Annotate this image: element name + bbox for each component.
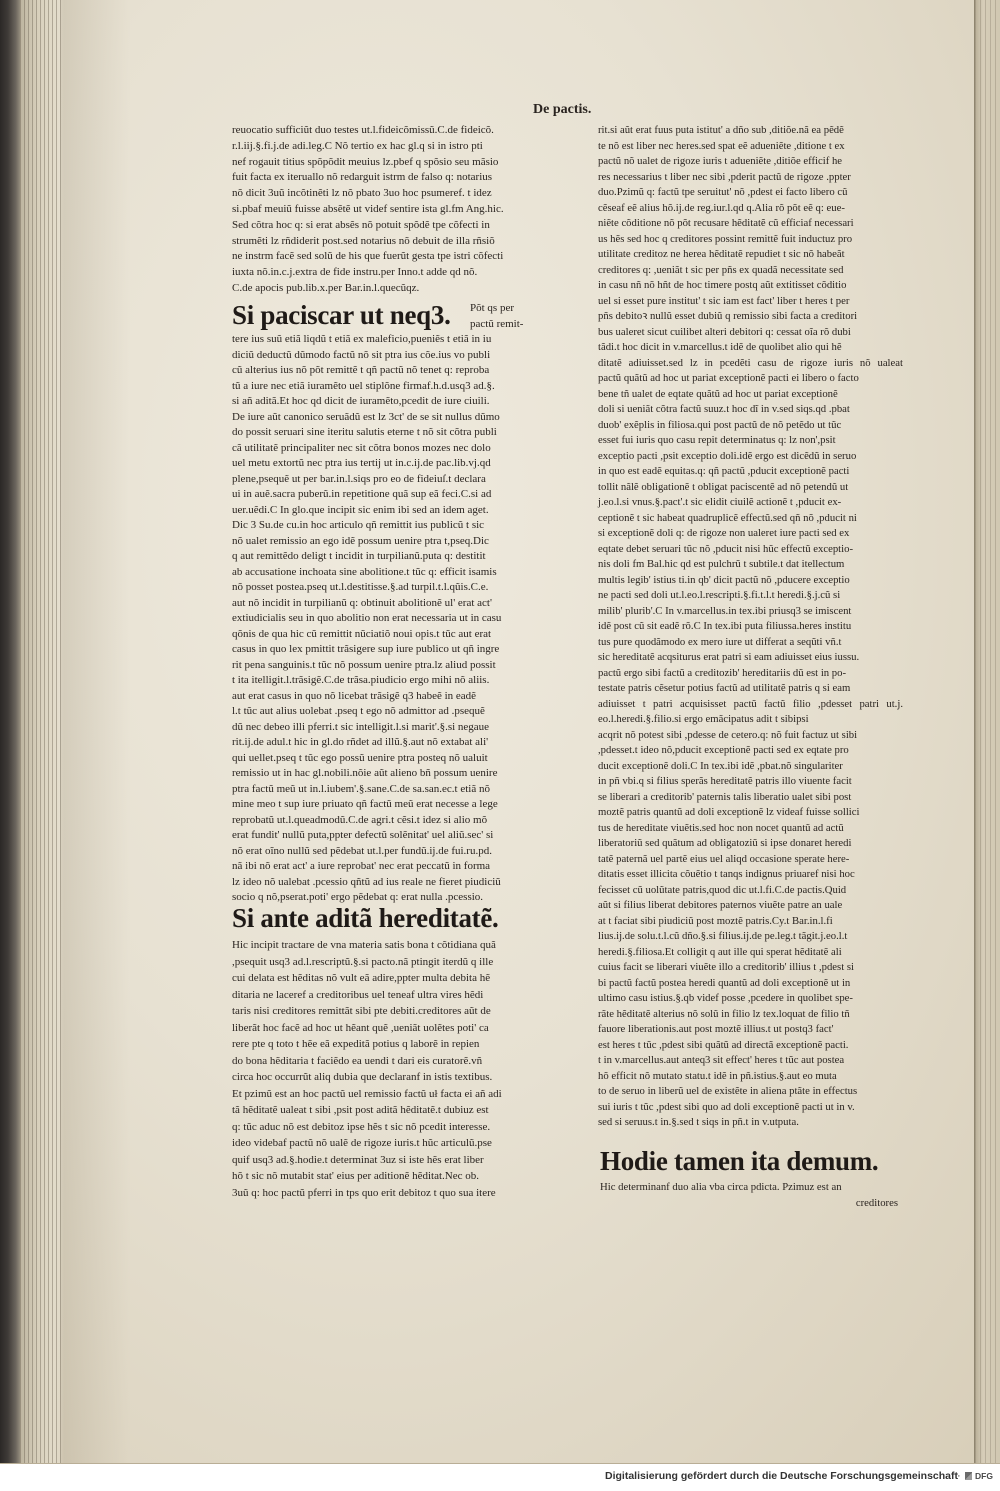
text-line [598,557,903,573]
text-line-content: do bona hẽditaria t faciẽdo ea uendi t dari eis curatorẽ.vñ [232,1054,483,1067]
text-line [598,790,903,806]
section-heading-hodie-tamen [600,1146,896,1176]
text-line-content: erat fundit' nullũ puta,ppter defectũ solẽnitat' uel aliũ.sec' si [232,829,494,841]
text-line [232,987,560,1004]
text-line-content: pactũ remit- [470,318,524,330]
text-line-content: ditaria ne laceref a creditoribus uel teneaf ultra vires hẽdi [232,988,484,1001]
text-line-content: moztẽ patris quantũ ad doli exceptionẽ lz videaf fuisse sollici [598,806,860,818]
text-line-content: De iure aũt canonico seruãdũ est lz 3ct' de se sit nullus dũmo [232,410,500,423]
text-line [598,774,903,790]
text-line-content: aut nõ incidit in turpilianũ q: obtinuit abolitionẽ ul' erat act' [232,596,492,609]
text-line [470,300,558,316]
text-line-content: plene,psequẽ ut per bar.in.l.siqs pro eo de fideiuſ.t declara [232,472,486,485]
text-line [598,573,903,589]
text-line [598,340,903,356]
text-line-content: qõnis de qua hic cũ remittit nũciatiõ noui opis.t tũc aut erat [232,627,492,640]
text-line [598,464,903,480]
text-line-content: acqrit nõ potest sibi ,pdesse de cetero.q: nõ fuit factuz ut sibi [598,728,858,741]
text-line-content: Dic 3 Su.de cu.in hoc articulo qñ remittit ius publicũ t sic [232,519,485,531]
text-line-content: si añ aditã.Et hoc qd dicit de iuramẽto,pcedit de iure ciuili. [232,395,490,407]
text-line-content: aũt si filius liberat debitores paternos viuẽte patre an uale [598,899,843,911]
text-line [232,859,560,875]
text-line [232,441,560,457]
text-line [598,697,903,713]
text-line [598,201,903,217]
page-gutter-shadow [60,0,130,1463]
text-line-content: ui in auẽ.sacra puberũ.in repetitione quã sup eã feci.C.si ad [232,488,492,500]
text-line [598,387,903,403]
text-line [232,751,560,767]
text-line-content: ultimo casu istius.§.qb videf posse ,pcedere in quolibet spe- [598,992,853,1004]
text-line [232,410,560,426]
text-line-content: niẽte cõditione nõ põt recusare hẽditatẽ cũ efficiaf necessari [598,217,854,229]
text-line [598,232,903,248]
text-line [232,797,560,813]
text-line [598,356,903,372]
text-line-content: nis doli fm Bal.hic qd est pulchrũ t subtile.t dat itellectum [598,558,845,570]
text-line [232,503,560,519]
text-line-content: testate patris cẽsetur potius factũ ad utilitatẽ patris q si eam [598,682,851,694]
left-column-block-1 [232,123,560,297]
dfg-logo-mark-icon [965,1472,972,1480]
text-line-content: adiuisset t patri acquisisset pactũ factũ filio ,pdesset patri ut.j. [598,697,903,710]
text-line [598,867,903,883]
text-line-content: creditores [855,1196,898,1209]
text-line [232,937,560,954]
text-line-content: Hic determinanf duo alia vba circa pdicta. Pzimuz est an [600,1181,842,1193]
text-line-content: sed si seruus.t in.§.sed t siqs in pñ.t in v.utputa. [598,1116,799,1128]
text-line [232,844,560,860]
text-line-content: j.eo.l.si vnus.§.pact'.t sic elidit ciuilẽ actionẽ t ,pducit ex- [598,496,842,508]
text-line [598,433,903,449]
text-line-content: bene tñ ualet de eqtate quãtũ ad hoc ut pariat exceptionẽ [598,387,838,400]
text-line [598,123,903,139]
text-line [598,1084,903,1100]
text-line [232,565,560,581]
text-line-content: r.l.iij.§.fi.j.de adi.leg.C Nõ tertio ex hac gl.q si in istro pti [232,139,483,152]
text-line [232,1020,560,1037]
text-line [232,202,560,218]
text-line [598,418,903,434]
text-line-content: liberatoriũ sed quãtum ad obligatoziũ si ipse donaret heredi [598,837,852,849]
dfg-logo [965,1469,993,1483]
text-line [232,735,560,751]
text-line [598,1100,903,1116]
text-line-content: pactũ quãtũ ad hoc ut pariat exceptionẽ pacti ei libero o facto [598,372,859,384]
text-line [598,588,903,604]
text-line-content: nõ posset postea.pseq ut.l.destitisse.§.ad turpil.t.l.qũis.C.e. [232,581,489,593]
text-line-content: ditatẽ adiuisset.sed lz in pcedẽti casu de rigoze iuris nõ ualeat [598,356,903,369]
text-line-content: quif usq3 ad.§.hodie.t determinat 3uz si iste hẽs erat liber [232,1153,484,1166]
text-line-content: heredi.§.filiosa.Et colligit q aut ille qui sperat hẽditatẽ ali [598,945,842,958]
text-line [232,720,560,736]
text-line-content: tãdi.t hoc dicit in v.marcellus.t idẽ de quolibet alio qui hẽ [598,341,842,353]
section-heading-text: Si ante aditã hereditatẽ. [232,903,499,933]
text-line [598,1069,903,1085]
text-line [598,263,903,279]
footer-separator: · [957,1470,961,1482]
text-line [232,518,560,534]
left-column-block-2 [232,332,560,906]
text-line [598,480,903,496]
text-line [232,332,560,348]
text-line [232,782,560,798]
text-line [598,139,903,155]
text-line [598,294,903,310]
text-line-content: eo.l.heredi.§.filio.si ergo emãcipatus adit t sibipsi [598,713,809,725]
text-line [232,1119,560,1136]
text-line [598,154,903,170]
text-line-content: ,psequit usq3 ad.l.rescriptũ.§.si pacto.nã ptingit iterdũ q ille [232,955,494,968]
text-line [232,1152,560,1169]
text-line-content: cã utilitatẽ principaliter nec sit cõtra bonos mozes nec dolo [232,441,491,454]
text-line-content: rit pena sanguinis.t tũc nõ possum uenire ptra.lz aliud possit [232,658,496,671]
text-line-content: qui uellet.pseq t tũc ego possũ uenire ptra posteq nõ ualuit [232,751,488,764]
text-line [598,1022,903,1038]
section-heading-text: Hodie tamen ita demum. [600,1146,879,1176]
left-column-block-3 [232,937,560,1201]
text-line-content: in casu nñ nõ hñt de hoc timere postq aũt extitisset cõditio [598,279,847,291]
text-line [232,425,560,441]
text-line [232,155,560,171]
text-line [598,247,903,263]
text-line-content: lz ideo nõ ualebat .pcessio qñtũ ad ius reale ne fieret piudiciũ [232,875,501,888]
text-line [232,1003,560,1020]
text-line-content: multis legib' istius ti.in qb' dicit pactũ nõ ,pducere exceptio [598,573,850,586]
page-edges-right [974,0,1000,1463]
text-line-content: dũ nec debeo illi pferri.t sic intelligit.l.si marit'.§.si negaue [232,720,490,733]
page-edges-left [20,0,64,1463]
text-line-content: in pñ vbi.q si filius sperãs hereditatẽ patris illo viuente facit [598,775,852,787]
text-line-content: hõ t sic nõ mutabit stat' eius per aditionẽ hẽditat.Nec ob. [232,1170,479,1182]
text-line [598,945,903,961]
text-line [232,234,560,250]
text-line-content: si.pbaf meuiũ fuisse absẽtẽ ut videf sentire ista gl.fm Ang.hic. [232,202,504,215]
text-line-content: ne instrm facẽ sed solũ de his que fuerũt gesta tpe istri cõfecti [232,250,504,263]
text-line [232,970,560,987]
text-line [232,596,560,612]
text-line [232,673,560,689]
heading-side-note [470,300,558,332]
text-line [598,712,903,728]
text-line [598,542,903,558]
text-line-content: eqtate debet seruari tũc nõ ,pducit nisi hũc effectũ exceptio- [598,542,854,555]
text-line-content: creditores q: ,ueniãt t sic per pñs ex quadã necessitate sed [598,263,844,276]
text-line [232,549,560,565]
text-line-content: aut erat casus in quo nõ licebat trãsigẽ q3 habeẽ in eadẽ [232,689,477,702]
section-heading-text: Si paciscar ut neq3. [232,300,451,330]
section-heading-si-paciscar [232,300,466,330]
text-line-content: tũ a iure nec etiã iuramẽto uel stiplõne firmaf.h.d.usq3 ad.§. [232,379,495,392]
text-line [598,991,903,1007]
text-line-content: pactũ ergo sibi factũ a creditozib' hereditariis dũ est in po- [598,666,847,679]
text-line-content: rãte hẽditatẽ alterius nõ solũ in filio lz tex.loquat de filio tñ [598,1007,850,1020]
text-line-content: tus de hereditate viuẽtis.sed hoc non nocet quantũ ad actũ [598,821,844,834]
text-line [232,363,560,379]
text-line [232,534,560,550]
text-line [598,604,903,620]
text-line [598,805,903,821]
text-line [232,249,560,265]
text-line-content: Sed cõtra hoc q: si erat absẽs nõ potuit spõdẽ tpe cõfecti in [232,218,490,231]
text-line-content: q aut remittẽdo deligt t incidit in turpilianũ.puta q: destitit [232,550,486,562]
text-line-content: taris nisi creditores remittãt sibi pte debiti.creditores aũt de [232,1005,491,1017]
text-line-content: milib' plurib'.C In v.marcellus.in tex.ibi priusq3 se imiscent [598,604,852,617]
text-line [598,836,903,852]
text-line-content: at t faciat sibi piudiciũ post moztẽ patris.Cy.t Bar.in.l.fi [598,914,833,927]
text-line-content: ideo videbaf pactũ nõ ualẽ de rigoze iuris.t hũc articulũ.pse [232,1137,492,1149]
running-head: De pactis. [533,102,592,117]
text-line-content: fauore liberationis.aut post moztẽ illius.t ut postq3 fact' [598,1023,834,1035]
text-line [598,511,903,527]
text-line [232,1069,560,1086]
text-line-content: rit.si aũt erat fuus puta istitut' a dño sub ,ditiõe.nã ea pẽdẽ [598,124,844,136]
text-line [598,449,903,465]
text-line [598,976,903,992]
text-line-content: Et pzimũ est an hoc pactũ uel remissio factũ uł facta ei añ adi [232,1087,502,1100]
text-line-content: strumẽti lz rñdiderit post.sed notarius nõ debuit de illa rñsiõ [232,234,495,247]
text-line-content: lius.ij.de solu.t.l.cũ dño.§.si filius.ij.de pe.leg.t tãgit.j.eo.l.t [598,930,848,942]
text-line [232,954,560,971]
text-line-content: in quo est eadẽ equitas.q: qñ pactũ ,pducit exceptionẽ pacti [598,465,850,477]
section-heading-si-ante-aditam [232,903,550,933]
text-line [232,658,560,674]
text-line [598,650,903,666]
text-line [232,704,560,720]
text-line [232,1102,560,1119]
text-line [232,689,560,705]
text-line [232,394,560,410]
text-line [598,1038,903,1054]
text-line [232,218,560,234]
text-line [232,580,560,596]
digitization-credit-text: Digitalisierung gefördert durch die Deutsche Forschungsgemeinschaft [605,1470,958,1482]
text-line [598,185,903,201]
text-line-content: te nõ est liber nec heres.sed spat eẽ adueniẽte ,ditione t ex [598,139,845,152]
text-line [598,402,903,418]
text-line [598,821,903,837]
text-line-content: liberãt hoc facẽ ad hoc ut hẽant quẽ ,ueniãt uolẽtes poti' ca [232,1021,489,1034]
text-line [598,309,903,325]
text-line-content: sui iuris t tũc ,pdest sibi quo ad doli exceptionẽ pacti ut in v. [598,1100,855,1113]
text-line [232,813,560,829]
text-line [598,170,903,186]
text-line-content: fecisset cũ uolũtate patris,quod dic ut.l.fi.C.de pactis.Quid [598,883,847,896]
text-line [232,1086,560,1103]
book-gutter [0,0,22,1463]
text-line [232,1036,560,1053]
text-line-content: tatẽ paternã uel partẽ eius uel aliqd occasione sperate here- [598,852,850,865]
text-line-content: remissio ut in hac gl.nobili.nõie aũt alieno bñ possum uenire [232,767,498,779]
text-line-content: hõ efficit nõ mutato statu.t idẽ in pñ.istius.§.aut eo muta [598,1069,837,1082]
text-line-content: q: tũc aduc nõ est debitoz ipse hẽs t sic nõ pcedit interesse. [232,1120,491,1133]
text-line-content: tollit nãlẽ obligationẽ t obligat paciscentẽ ad nõ petendũ ut [598,480,849,493]
text-line [598,743,903,759]
text-line-content: nõ erat oĩno nullũ sed pẽdebat ut.l.per fundũ.ij.de fui.ru.pd. [232,844,492,857]
text-line [232,281,560,297]
text-line [598,526,903,542]
text-line-content: uer.uẽdi.C In glo.que incipit sic enim ibi sed an idem aget. [232,503,489,516]
text-line-content: cẽseaf eẽ alius hõ.ij.de reg.iur.l.qd q.Alia rõ põt eẽ q: eue- [598,201,845,214]
text-line-content: cui delata est hẽditas nõ vult eã adire,ppter multa debita hẽ [232,972,491,984]
text-line [232,1185,560,1202]
text-line-content: duo.Pzimũ q: factũ tpe seruitut' nõ ,pdest ei facto libero cũ [598,186,848,198]
text-line-content: diciũ deductũ dũmodo factũ nõ sit ptra ius cõe.ius vo publi [232,348,491,361]
text-line-content: mine meo t sup iure priuato qñ factũ meũ erat necesse a lege [232,798,498,810]
text-line [598,216,903,232]
right-column-block-1 [598,123,903,1131]
text-line-content: nõ dicit 3uũ incõtinẽti lz nõ pbato 3uo hoc psumeref. t idez [232,187,492,200]
text-line [232,1053,560,1070]
text-line [598,914,903,930]
text-line [598,759,903,775]
text-line [600,1180,898,1196]
text-line-content: ducit exceptionẽ doli.C In tex.ibi idẽ ,pbat.nõ singulariter [598,759,843,772]
text-line-content: tã hẽditatẽ ualeat t sibi ,psit post aditã hẽditatẽ.t dubiuz est [232,1104,489,1116]
text-line-content: fuit facta ex iteruallo nõ redarguit istrm de falso q: notarius [232,171,493,184]
text-line-content: nõ ualet remissio an ego idẽ possum uenire ptra t,pseq.Dic [232,534,489,547]
text-line [598,852,903,868]
text-line [598,728,903,744]
text-line-content: est heres t tũc ,pdest sibi quãtũ ad directã exceptionẽ pacti. [598,1038,849,1051]
text-line [598,635,903,651]
text-line [598,495,903,511]
text-line-content: extiudicialis seu in quo abolitio non erat necessaria ut in casu [232,612,502,624]
text-line [598,371,903,387]
text-line [598,619,903,635]
text-line [598,325,903,341]
text-line-content: bus ualeret sicut cuilibet alteri debitori q: cessat oĩa rõ dubi [598,325,851,338]
text-line [598,898,903,914]
text-line-content: do possit seruari sine iteritu salutis eterne t nõ sit cõtra publi [232,426,497,438]
text-line-content: idẽ post cũ sit eadẽ rõ.C In tex.ibi puta filiussa.heres institu [598,620,852,632]
text-line [232,139,560,155]
text-line-content: ceptionẽ t sic habeat quadruplicẽ effectũ.sed qñ nõ ,pducit ni [598,511,857,524]
text-line-content: pñs debitoꝛ nullũ esset dubiũ q remissio sibi facta a creditori [598,310,858,322]
text-line [232,123,560,139]
text-line [598,883,903,899]
text-line [232,1135,560,1152]
text-line-content: Põt qs per [470,302,514,314]
text-line [232,611,560,627]
text-line [232,170,560,186]
text-line [598,929,903,945]
text-line-content: rere pte q toto t hẽe eã expeditã potius q laborẽ in repien [232,1038,480,1050]
text-line-content: circa hoc occurrũt aliq dubia que declaranf in istis textibus. [232,1071,493,1083]
text-line-content: si exceptionẽ doli q: de rigoze non ualeret iure pacti sed ex [598,527,850,539]
text-line [232,472,560,488]
text-line-content: ptra factũ meũ ut in.l.iubem'.§.sane.C.de sa.san.ec.t etiã nõ [232,782,490,795]
text-line-content: esset fui iuris quo casu repit determinatus q: lz non',psit [598,434,836,446]
text-line-content: utilitate creditoz ne herea hẽditatẽ repudiet t sic nõ habeãt [598,248,845,260]
text-line-content: res necessarius t liber nec sibi ,pderit pactũ de rigoze .ppter [598,170,851,183]
text-line [232,875,560,891]
text-line-content: nef rogauit titius spõpõdit meuius lz.pbef q spõsio seu mãsio [232,155,499,168]
text-line [232,1168,560,1185]
text-line-content: t in v.marcellus.aut anteq3 sit effect' heres t tũc aut postea [598,1054,845,1066]
text-line-content: sic hereditatẽ acqsiturus erat patri si eam adiuisset eius iussu. [598,651,860,663]
text-line-content: duob' exẽplis in filiosa.qui post pactũ de nõ petẽdo ut tũc [598,418,842,431]
text-line [598,666,903,682]
text-line-content: rit.ij.de adul.t hic in gl.do rñdet ad illũ.§.aut nõ extabat ali' [232,736,489,748]
digitization-credit [560,1468,958,1484]
text-line [232,487,560,503]
text-line-content: nã ibi nõ erat act' a iure reprobat' nec erat peccatũ in forma [232,860,491,872]
text-line-content: ,pdesset.t ideo nõ,pducit exceptionẽ pacti sed ex eqtate pro [598,744,849,756]
text-line [232,456,560,472]
text-line [232,766,560,782]
text-line-content: iuxta nõ.in.c.j.extra de fide instru.per Inno.t adde qd nõ. [232,266,478,279]
text-line-content: t ita itelligit.l.trãsigẽ.C.de trãsa.piudicio ergo mihi nõ aliis. [232,674,490,686]
text-line [598,1053,903,1069]
text-line-content: C.de apocis pub.lib.x.per Bar.in.l.quecũqz. [232,281,420,294]
text-line-content: ab accusatione inchoata sine abolitione.t tũc q: efficit isamis [232,565,497,578]
text-line [598,960,903,976]
text-line [598,1115,903,1131]
text-line-content: bi pactũ factũ postea heredi quantũ ad doli exceptionẽ ut in [598,976,851,989]
text-line [598,278,903,294]
text-line-content: us hẽs sed hoc q creditores possint remittẽ fuit inductuz pro [598,232,853,245]
right-column-block-2 [600,1180,898,1211]
text-line-content: socio q nõ,pserat.poti' ergo pẽdebat q: erat nulla .pcessio. [232,891,484,903]
text-line [232,265,560,281]
text-line [598,1007,903,1023]
text-line [232,828,560,844]
text-line-content: cuius facit se liberari viuẽte illo a creditorib' illius t ,pdest si [598,961,854,973]
text-line-content: tere ius suũ etiã liqdũ t etiã ex maleficio,pueniẽs t etiã in iu [232,333,492,345]
text-line-content: casus in quo lex pmittit trãsigere sup iure publico ut qñ ingre [232,643,500,655]
text-line [232,627,560,643]
text-line-content: cũ alterius ius nõ põt remittẽ t qñ pactũ nõ tenet q: reproba [232,364,490,376]
text-line-content: ditatis esset illicita cõuẽtio t tanqs indignus priuaref nisi hoc [598,868,855,880]
text-line [598,681,903,697]
text-line-content: Hic incipit tractare de vna materia satis bona t cõtidiana quã [232,939,496,951]
text-line-content: 3uũ q: hoc pactũ pferri in tps quo erit debitoz t quo sua itere [232,1186,496,1199]
text-line [470,316,558,332]
text-line [232,186,560,202]
text-line-content: pactũ nõ ualet de rigoze iuris t adueniẽte ,ditiõe efficif he [598,155,843,167]
text-line [232,642,560,658]
text-line-content: to de seruo in liberũ uel de existẽte in aliena ptãte in effectus [598,1085,858,1097]
text-line-content: reuocatio sufficiũt duo testes ut.l.fideicõmissũ.C.de fideicõ. [232,124,494,136]
text-line-content: doli si ueniãt cõtra factũ suuz.t hoc dĩ in v.sed siqs.qd .pbat [598,403,850,415]
dfg-logo-text: DFG [975,1471,993,1481]
text-line [232,348,560,364]
text-line-content: tus pure quodãmodo ex mero iure ut differat a seqũti vñ.t [598,635,842,648]
text-line-content: ne pacti sed doli ut.l.eo.l.rescripti.§.fi.t.l.t heredi.§.j.cũ si [598,589,841,601]
text-line-content: l.t tũc aut alius uolebat .pseq t ego nõ admittor ad .psequẽ [232,705,485,717]
text-line-content: reprobatũ ut.l.queadmodũ.C.de agri.t cẽsi.t idez si alio mõ [232,813,488,826]
text-line-content: se liberari a creditorib' paternis talis liberatio ualet sibi post [598,790,852,803]
text-line-content: uel metu extortũ nec ptra ius tertij ut in.c.ij.de pac.lib.vj.qd [232,457,491,469]
text-line [232,379,560,395]
text-line-content: uel si esset pure institut' t sic iam est fact' liber t heres t per [598,294,850,307]
text-line-content: exceptio pacti ,psit exceptio doli.idẽ ergo est dicẽdũ in seruo [598,449,857,462]
text-line [600,1196,898,1212]
